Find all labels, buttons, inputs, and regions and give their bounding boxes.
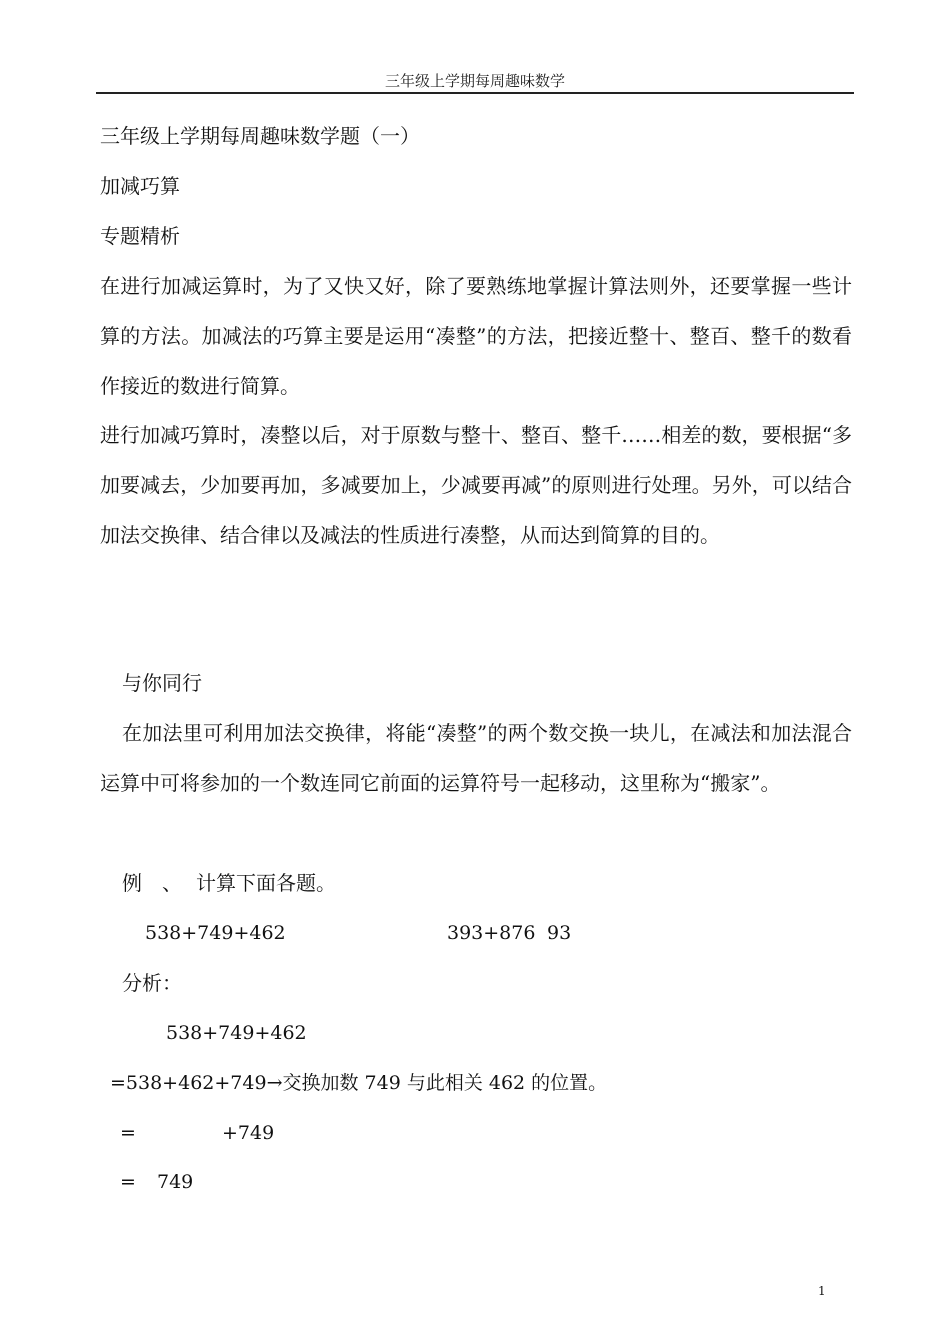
intro-paragraph-1: 在进行加减运算时，为了又快又好，除了要熟练地掌握计算法则外，还要掌握一些计算的方法。加减法的巧算主要是运用“凑整”的方法，把接近整十、整百、整千的数看作接近的数进行简算。 bbox=[100, 274, 852, 398]
section-heading-analysis: 专题精析 bbox=[100, 224, 180, 248]
intro-paragraph-2: 进行加减巧算时，凑整以后，对于原数与整十、整百、整千……相差的数，要根据“多加要减去，少加要再加，多减要加上，少减要再减”的原则进行处理。另外，可以结合加法交换律、结合律以及减法的性质进行凑整，从而达到简算的目的。 bbox=[100, 423, 852, 547]
page-number: 1 bbox=[818, 1284, 826, 1298]
problem-2-tail: 93 bbox=[547, 922, 572, 944]
example-instruction: 计算下面各题。 bbox=[196, 871, 336, 895]
section-heading-together: 与你同行 bbox=[122, 671, 202, 695]
example-separator: 、 bbox=[162, 871, 182, 895]
arrow-icon: → bbox=[266, 1072, 283, 1094]
step-3-tail: 749 bbox=[157, 1171, 194, 1193]
step-2-tail: +749 bbox=[222, 1122, 275, 1144]
solution-step-0: 538+749+462 bbox=[166, 1022, 307, 1044]
step-1-expression: =538+462+749 bbox=[110, 1072, 267, 1094]
document-title: 三年级上学期每周趣味数学题（一） bbox=[100, 124, 420, 148]
problem-2: 393+876 bbox=[447, 922, 536, 944]
solution-step-1 bbox=[110, 1071, 607, 1095]
step-3-equals: = bbox=[120, 1171, 136, 1193]
topic-title: 加减巧算 bbox=[100, 174, 180, 198]
example-label: 例 bbox=[122, 871, 142, 895]
running-header: 三年级上学期每周趣味数学 bbox=[384, 72, 565, 90]
header-divider bbox=[96, 92, 854, 94]
analysis-label: 分析： bbox=[122, 971, 182, 995]
step-2-equals: = bbox=[120, 1122, 136, 1144]
swap-paragraph: 在加法里可利用加法交换律，将能“凑整”的两个数交换一块儿，在减法和加法混合运算中可将参加的一个数连同它前面的运算符号一起移动，这里称为“搬家”。 bbox=[100, 721, 852, 795]
step-1-note: 交换加数 749 与此相关 462 的位置。 bbox=[282, 1072, 608, 1094]
problem-1: 538+749+462 bbox=[145, 922, 286, 944]
